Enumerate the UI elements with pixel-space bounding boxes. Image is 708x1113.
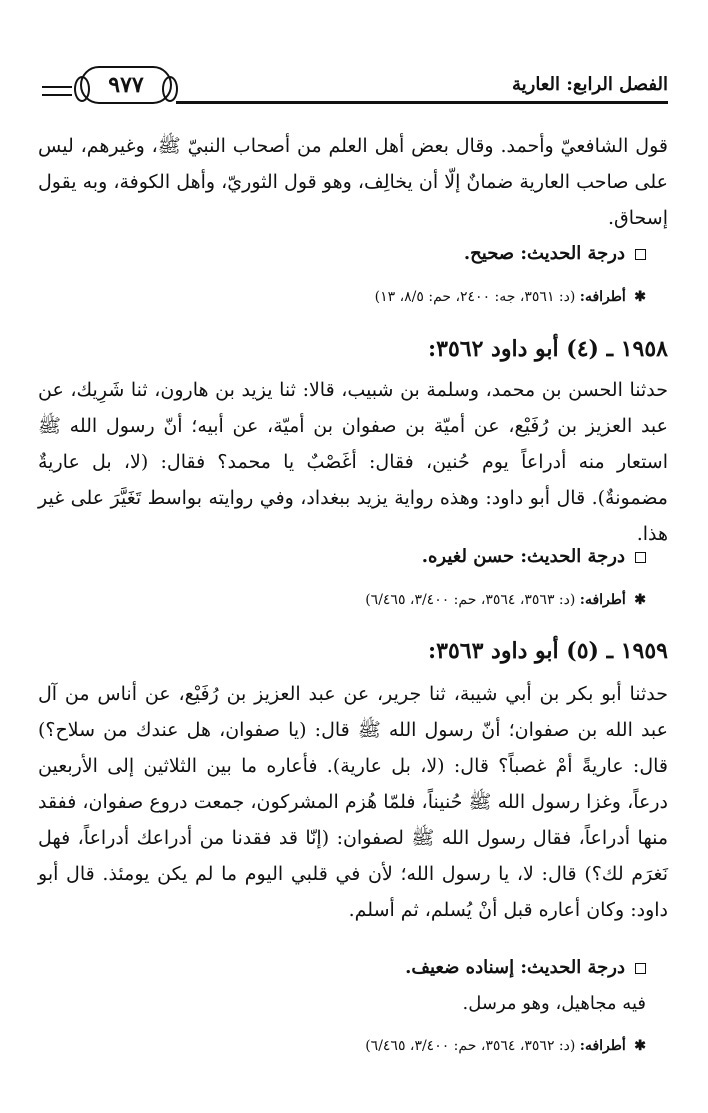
ornament-left-icon [74,76,90,102]
paragraph-text: قول الشافعيّ وأحمد. وقال بعض أهل العلم من أصحاب النبيّ ﷺ، وغيرهم، ليس على صاحب العارية ضمانٌ إلّا أن يخالِف، وهو قول الثوريّ، وأهل الكوفة، وبه يقول إسحاق. [38,135,668,229]
asterisk-icon: ✱ [634,592,646,608]
grade-text: درجة الحديث: حسن لغيره. [421,546,625,567]
paragraph-text: حدثنا الحسن بن محمد، وسلمة بن شبيب، قالا: ثنا يزيد بن هارون، ثنا شَرِيك، عن عبد العزيز بن رُفَيْع، عن أميّة بن صفوان بن أميّة، عن أبيه؛ أنّ رسول الله ﷺ استعار منه أدراعاً يوم حُنين، فقال: أغَصْبٌ يا محمد؟ فقال: (لا، بل عاريةٌ مضمونةٌ). قال أبو داود: وهذه رواية يزيد ببغداد، وفي روايته بواسط تَغَيَّرَ على غير هذا. [38,379,668,545]
hadith-grade [464,243,646,264]
references [375,289,646,305]
square-bullet-icon [635,963,646,974]
hadith-heading: ١٩٥٨ ـ (٤) أبو داود ٣٥٦٢: [428,336,668,362]
double-rule [42,86,72,96]
references [365,1038,646,1054]
ornament-right-icon [162,76,178,102]
asterisk-icon: ✱ [634,1038,646,1054]
references [365,592,646,608]
refs-label: أطرافه: [579,592,626,608]
page-number-badge [80,66,172,104]
refs-text: (د: ٣٥٦٣، ٣٥٦٤، حم: ٣/٤٠٠، ٦/٤٦٥) [365,592,576,608]
hadith-heading: ١٩٥٩ ـ (٥) أبو داود ٣٥٦٣: [428,638,668,664]
refs-text: (د: ٣٥٦٢، ٣٥٦٤، حم: ٣/٤٠٠، ٦/٤٦٥) [365,1038,576,1054]
square-bullet-icon [635,552,646,563]
hadith-note: فيه مجاهيل، وهو مرسل. [462,993,646,1014]
refs-label: أطرافه: [579,1038,626,1054]
header-rule [176,101,668,104]
refs-label: أطرافه: [579,289,626,305]
square-bullet-icon [635,249,646,260]
grade-text: درجة الحديث: إسناده ضعيف. [405,957,625,978]
grade-text: درجة الحديث: صحيح. [463,243,625,264]
asterisk-icon: ✱ [634,289,646,305]
page-number: ٩٧٧ [108,72,144,98]
paragraph-text: حدثنا أبو بكر بن أبي شيبة، ثنا جرير، عن عبد العزيز بن رُفَيْع، عن أناس من آل عبد الله بن صفوان؛ أنّ رسول الله ﷺ قال: (يا صفوان، هل عندك من سلاح؟) قال: عاريةً أمْ غصباً؟ قال: (لا، بل عارية). فأعاره ما بين الثلاثين إلى الأربعين درعاً، وغزا رسول الله ﷺ حُنيناً، فلمّا هُزم المشركون، جمعت دروع صفوان، ففقد منها أدراعاً، فقال رسول الله ﷺ لصفوان: (إنّا قد فقدنا من أدراعك أدراعاً، فهل نَغرَم لك؟) قال: لا، يا رسول الله؛ لأن في قلبي اليوم ما لم يكن يومئذ. قال أبو داود: وكان أعاره قبل أنْ يُسلم، ثم أسلم. [38,683,668,921]
hadith-text [38,372,668,552]
chapter-title: الفصل الرابع: العارية [511,74,668,95]
hadith-grade [422,546,646,567]
hadith-text [38,676,668,928]
continuation-paragraph [38,128,668,236]
hadith-grade [405,957,646,978]
refs-text: (د: ٣٥٦١، جه: ٢٤٠٠، حم: ٨/٥، ١٣) [374,289,576,305]
